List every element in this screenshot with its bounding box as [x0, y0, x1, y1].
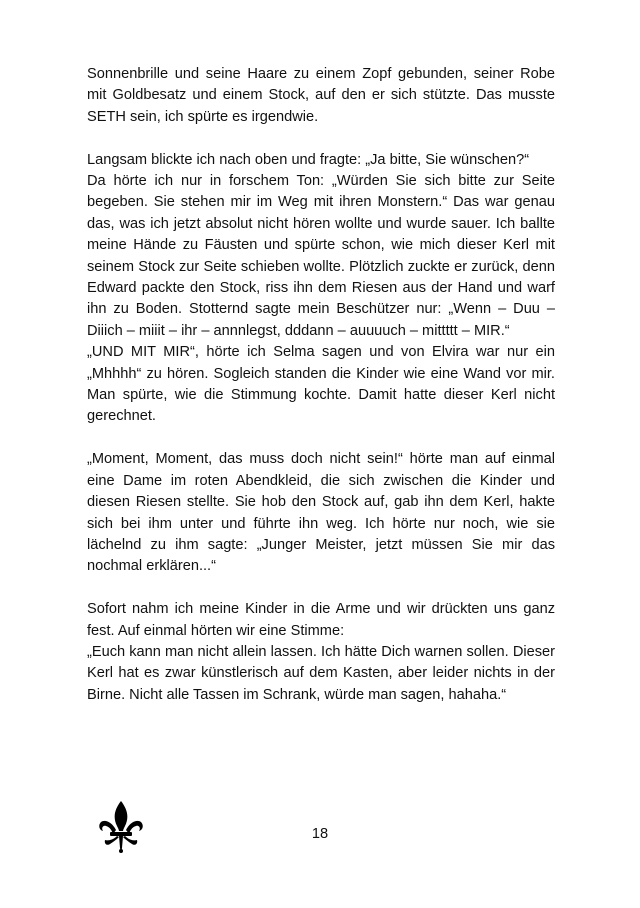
paragraph-1: [87, 64, 555, 128]
paragraph-4: [87, 599, 555, 706]
text-line: Langsam blickte ich nach oben und fragte: „Ja bitte, Sie wünschen?“: [87, 151, 530, 168]
paragraph-2: [87, 150, 555, 428]
text-line: „Euch kann man nicht allein lassen. Ich hätte Dich warnen sollen. Dieser Kerl hat es zwar künstlerisch auf dem Kasten, aber leider nichts in der Birne. Nicht alle Tassen im Schrank, würde man sagen, hahaha.“: [87, 643, 555, 703]
fleur-de-lis-icon: [98, 800, 144, 854]
text-line: Sofort nahm ich meine Kinder in die Arme und wir drückten uns ganz fest. Auf einmal hörten wir eine Stimme:: [87, 601, 555, 639]
page-number: 18: [311, 826, 329, 842]
paragraph-3: [87, 449, 555, 577]
page-body: [87, 64, 555, 706]
text-line: „UND MIT MIR“, hörte ich Selma sagen und von Elvira war nur ein „Mhhhh“ zu hören. Sogleich standen die Kinder wie eine Wand vor mir. Man spürte, wie die Stimmung kochte. Damit hatte dieser Kerl nicht gerechnet.: [87, 344, 555, 425]
text-line: Sonnenbrille und seine Haare zu einem Zopf gebunden, seiner Robe mit Goldbesatz und einem Stock, auf den er sich stützte. Das musste SETH sein, ich spürte es irgendwie.: [87, 66, 555, 125]
text-line: „Moment, Moment, das muss doch nicht sein!“ hörte man auf einmal eine Dame im roten Abendkleid, die sich zwischen die Kinder und diesen Riesen stellte. Sie hob den Stock auf, gab ihn dem Kerl, hakte sich bei ihm unter und führte ihn weg. Ich hörte nur noch, wie sie lächelnd zu ihm sagte: „Junger Meister, jetzt müssen Sie mir das nochmal erklären...“: [87, 451, 555, 575]
text-line: Da hörte ich nur in forschem Ton: „Würden Sie sich bitte zur Seite begeben. Sie stehen mir im Weg mit ihren Monstern.“ Das war genau das, was ich jetzt absolut nicht hören wollte und wurde sauer. Ich ballte meine Hände zu Fäusten und spürte schon, wie mich dieser Kerl mit seinem Stock zur Seite schieben wollte. Plötzlich zuckte er zurück, denn Edward packte den Stock, riss ihn dem Riesen aus der Hand und warf ihn zu Boden. Stotternd sagte mein Beschützer nur: „Wenn – Duu – Diiich – miiit – ihr – annnlegst, dddann – auuuuch – mittttt – MIR.“: [87, 173, 555, 339]
